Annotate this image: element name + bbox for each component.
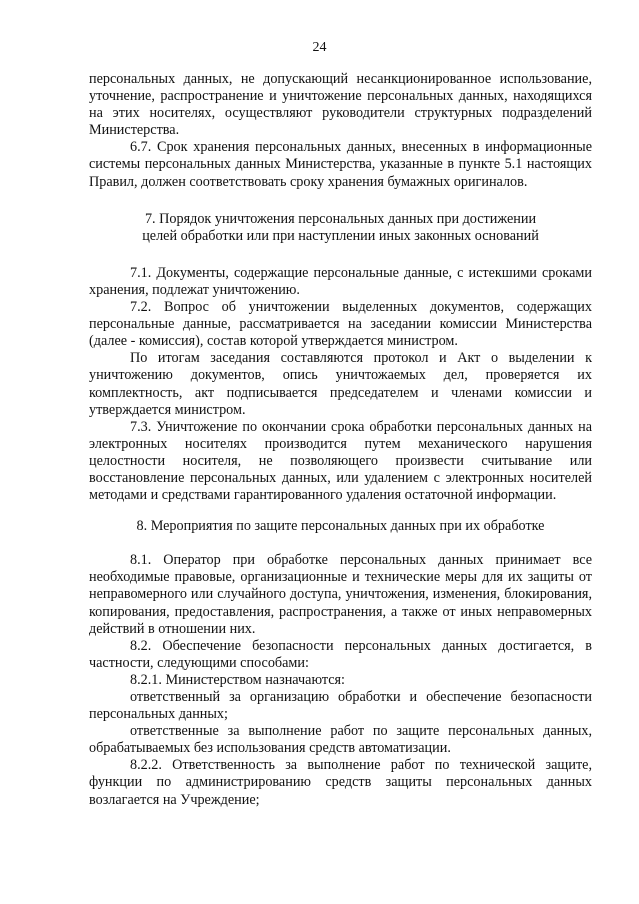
list-item-responsible-organization: ответственный за организацию обработки и обеспечение безопасности персональных данных; bbox=[89, 689, 592, 723]
list-item-responsible-protection: ответственные за выполнение работ по защите персональных данных, обрабатываемых без использования средств автоматизации. bbox=[89, 723, 592, 757]
document-body bbox=[89, 71, 592, 809]
paragraph-8-2-1: 8.2.1. Министерством назначаются: bbox=[130, 671, 345, 688]
page-number: 24 bbox=[312, 40, 327, 55]
paragraph-8-1: 8.1. Оператор при обработке персональных данных принимает все необходимые правовые, организационные и технические меры для их защиты от неправомерного или случайного доступа, уничтожения, изменения, блокирования, копирования, предоставления, распространения, а также от иных неправомерных действий в отношении них. bbox=[89, 552, 592, 637]
paragraph-7-3: 7.3. Уничтожение по окончании срока обработки персональных данных на электронных носителях производится путем механического нарушения целостности носителя, не позволяющего произвести считывание или восстановление персональных данных, или удалением с электронных носителей методами и средствами гарантированного удаления остаточной информации. bbox=[89, 418, 592, 504]
paragraph-7-2: 7.2. Вопрос об уничтожении выделенных документов, содержащих персональные данные, рассматривается на заседании комиссии Министерства (далее - комиссия), состав которой утверждается министром. bbox=[89, 299, 592, 350]
paragraph-8-2: 8.2. Обеспечение безопасности персональных данных достигается, в частности, следующими способами: bbox=[89, 637, 592, 671]
section-7-heading bbox=[89, 211, 592, 245]
paragraph-7-1: 7.1. Документы, содержащие персональные данные, с истекшими сроками хранения, подлежат уничтожению. bbox=[89, 264, 592, 298]
paragraph-7-2-continued: По итогам заседания составляются протокол и Акт о выделении к уничтожению документов, опись уничтожаемых дел, проверяется их комплектность, акт подписывается председателем и членами комиссии и утверждается министром. bbox=[89, 350, 592, 418]
paragraph-6-7: 6.7. Срок хранения персональных данных, внесенных в информационные системы персональных данных Министерства, указанные в пункте 5.1 настоящих Правил, должен соответствовать сроку хранения бумажных оригиналов. bbox=[89, 139, 592, 190]
paragraph-continuation: персональных данных, не допускающий несанкционированное использование, уточнение, распространение и уничтожение персональных данных, находящихся на этих носителях, осуществляют руководители структурных подразделений Министерства. bbox=[89, 71, 592, 139]
section-7-heading-line-2: целей обработки или при наступлении иных законных оснований bbox=[142, 227, 539, 244]
paragraph-8-2-2: 8.2.2. Ответственность за выполнение работ по технической защите, функции по администрированию средств защиты персональных данных возлагается на Учреждение; bbox=[89, 757, 592, 808]
section-7-heading-line-1: 7. Порядок уничтожения персональных данных при достижении bbox=[144, 210, 537, 227]
section-8-heading: 8. Мероприятия по защите персональных данных при их обработке bbox=[136, 518, 545, 535]
